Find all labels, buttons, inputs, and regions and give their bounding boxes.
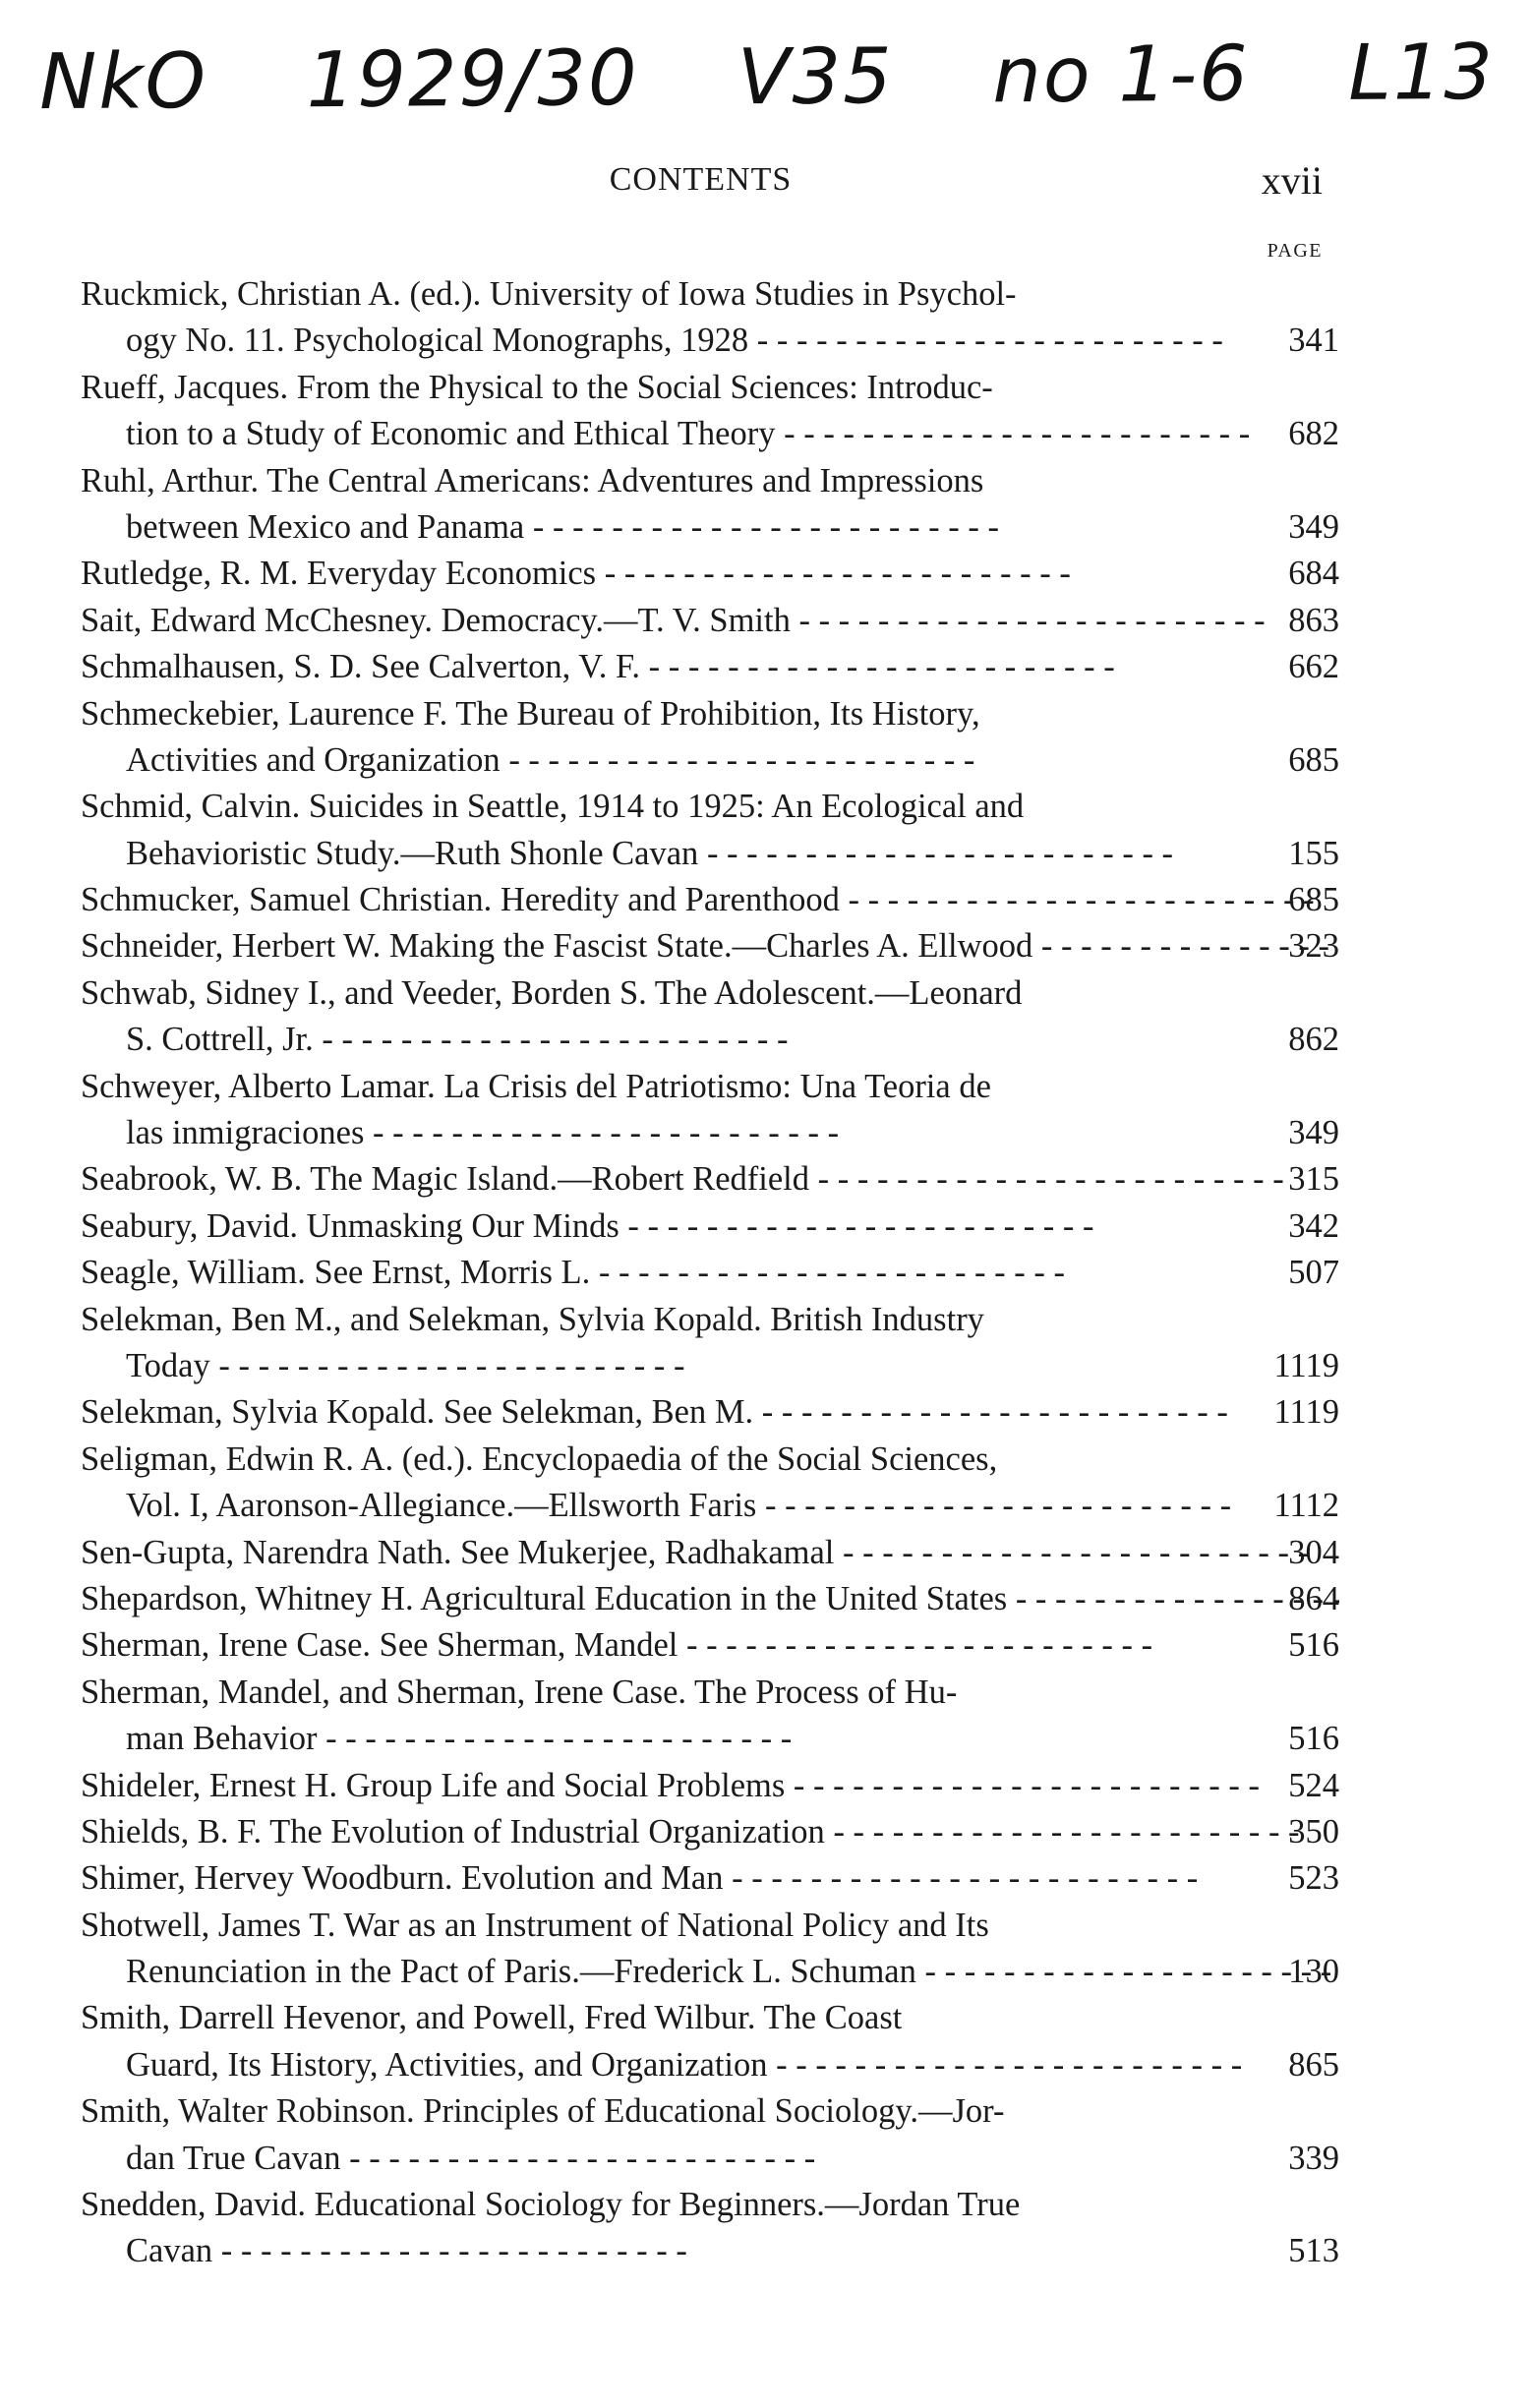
entry-page-number: 1119	[1273, 1393, 1339, 1432]
entry-page-number: 323	[1288, 927, 1339, 966]
entry-page-number: 155	[1288, 834, 1339, 872]
entry-page-number: 130	[1288, 1953, 1339, 1991]
contents-entry	[81, 598, 1339, 644]
contents-entry	[81, 784, 1339, 877]
entry-page-number: 513	[1288, 2232, 1339, 2270]
entry-text: Smith, Darrell Hevenor, and Powell, Fred Wilbur. The Coast	[81, 1999, 903, 2037]
entry-line-with-page	[81, 1343, 1339, 1389]
entry-line-with-page	[81, 318, 1339, 364]
contents-entry	[81, 551, 1339, 597]
entry-line	[81, 1903, 1339, 1949]
entry-line-with-page	[81, 1622, 1339, 1669]
entry-text: las inmigraciones - -	[126, 1114, 839, 1151]
entry-line-with-page	[81, 1949, 1339, 1995]
handwritten-call-number	[39, 9, 1496, 147]
contents-entry	[81, 1995, 1339, 2088]
entry-text: Cavan - -	[126, 2232, 687, 2269]
entry-page-number: 864	[1288, 1579, 1339, 1617]
contents-entry	[81, 970, 1339, 1064]
entry-text: Renunciation in the Pact of Paris.—Frederick L. Schuman - -	[126, 1953, 1339, 1990]
entry-line-with-page	[81, 2136, 1339, 2182]
contents-entry	[81, 1903, 1339, 1996]
entry-page-number: 349	[1288, 507, 1339, 546]
entry-text: Seabrook, W. B. The Magic Island.—Robert Redfield - -	[81, 1160, 1284, 1198]
entry-text: Schmid, Calvin. Suicides in Seattle, 1914 to 1925: An Ecological and	[81, 788, 1025, 826]
entry-line	[81, 784, 1339, 830]
entry-text: man Behavior - -	[126, 1720, 792, 1757]
contents-entry	[81, 1855, 1339, 1902]
entry-line-with-page	[81, 1855, 1339, 1902]
contents-entry	[81, 1204, 1339, 1250]
entry-text: Shields, B. F. The Evolution of Industrial Organization - -	[81, 1813, 1300, 1850]
entry-line-with-page	[81, 1250, 1339, 1296]
entry-line	[81, 458, 1339, 504]
entry-text: Shimer, Hervey Woodburn. Evolution and Man - -	[81, 1859, 1198, 1897]
entry-line-with-page	[81, 877, 1339, 923]
entry-line	[81, 1297, 1339, 1343]
contents-entry	[81, 644, 1339, 690]
entry-page-number: 865	[1288, 2045, 1339, 2084]
entry-page-number: 685	[1288, 881, 1339, 919]
entry-page-number: 862	[1288, 1021, 1339, 1059]
page-number: xvii	[1261, 158, 1323, 203]
entry-text: Sen-Gupta, Narendra Nath. See Mukerjee, Radhakamal - -	[81, 1534, 1309, 1571]
contents-entry	[81, 2182, 1339, 2275]
entry-text: Schmalhausen, S. D. See Calverton, V. F. - -	[81, 648, 1115, 685]
entry-line-with-page	[81, 1576, 1339, 1622]
entry-text: Today - -	[126, 1347, 684, 1384]
entry-text: Selekman, Sylvia Kopald. See Selekman, Ben M. - -	[81, 1393, 1228, 1431]
entry-text: Shotwell, James T. War as an Instrument of National Policy and Its	[81, 1906, 989, 1944]
contents-entry	[81, 1763, 1339, 1809]
entry-text: Shideler, Ernest H. Group Life and Social Problems - -	[81, 1767, 1260, 1804]
entry-text: Sherman, Mandel, and Sherman, Irene Case. The Process of Hu-	[81, 1673, 958, 1711]
entry-text: Seligman, Edwin R. A. (ed.). Encyclopaedia of the Social Sciences,	[81, 1439, 998, 1478]
contents-entry	[81, 1064, 1339, 1157]
entry-line	[81, 1670, 1339, 1716]
contents-list	[81, 271, 1339, 2275]
entry-page-number: 524	[1288, 1766, 1339, 1804]
entry-line-with-page	[81, 1389, 1339, 1436]
entry-line	[81, 271, 1339, 318]
entry-line-with-page	[81, 831, 1339, 877]
entry-page-number: 516	[1288, 1720, 1339, 1758]
contents-entry	[81, 1297, 1339, 1390]
entry-text: Schneider, Herbert W. Making the Fascist State.—Charles A. Ellwood - -	[81, 927, 1339, 965]
entry-text: Behavioristic Study.—Ruth Shonle Cavan - -	[126, 835, 1173, 872]
entry-page-number: 507	[1288, 1254, 1339, 1292]
entry-text: Schmeckebier, Laurence F. The Bureau of Prohibition, Its History,	[81, 694, 980, 733]
entry-line-with-page	[81, 504, 1339, 551]
entry-text: Schweyer, Alberto Lamar. La Crisis del Patriotismo: Una Teoria de	[81, 1067, 991, 1105]
entry-line	[81, 691, 1339, 737]
entry-line-with-page	[81, 1204, 1339, 1250]
entry-line-with-page	[81, 1156, 1339, 1203]
entry-line-with-page	[81, 2042, 1339, 2088]
entry-text: Shepardson, Whitney H. Agricultural Education in the United States - -	[81, 1580, 1339, 1617]
entry-page-number: 350	[1288, 1812, 1339, 1850]
entry-page-number: 662	[1288, 648, 1339, 686]
entry-page-number: 863	[1288, 601, 1339, 639]
entry-text: Guard, Its History, Activities, and Organization - -	[126, 2046, 1242, 2084]
entry-page-number: 1112	[1273, 1487, 1339, 1525]
entry-text: S. Cottrell, Jr. - -	[126, 1021, 788, 1058]
entry-line-with-page	[81, 1017, 1339, 1063]
contents-entry	[81, 271, 1339, 365]
entry-page-number: 1119	[1273, 1346, 1339, 1384]
page-title: CONTENTS	[609, 161, 793, 198]
entry-line-with-page	[81, 737, 1339, 784]
entry-line-with-page	[81, 1110, 1339, 1156]
entry-page-number: 341	[1288, 322, 1339, 360]
handnote-part: L13	[1347, 28, 1496, 118]
contents-entry	[81, 1576, 1339, 1622]
contents-entry	[81, 365, 1339, 458]
entry-page-number: 682	[1288, 415, 1339, 453]
entry-page-number: 523	[1288, 1859, 1339, 1898]
entry-line	[81, 2182, 1339, 2228]
entry-text: Seabury, David. Unmasking Our Minds - -	[81, 1207, 1094, 1245]
page-column-label: PAGE	[1267, 240, 1323, 262]
entry-line	[81, 2088, 1339, 2135]
entry-text: Smith, Walter Robinson. Principles of Educational Sociology.—Jor-	[81, 2092, 1005, 2131]
entry-page-number: 339	[1288, 2139, 1339, 2177]
entry-line-with-page	[81, 598, 1339, 644]
entry-line-with-page	[81, 1809, 1339, 1855]
entry-text: Activities and Organization - -	[126, 741, 974, 779]
entry-text: Snedden, David. Educational Sociology for Beginners.—Jordan True	[81, 2186, 1021, 2224]
entry-line-with-page	[81, 923, 1339, 969]
entry-text: Ruckmick, Christian A. (ed.). University of Iowa Studies in Psychol-	[81, 275, 1017, 313]
entry-text: Schwab, Sidney I., and Veeder, Borden S. The Adolescent.—Leonard	[81, 973, 1023, 1012]
handnote-part: NkO	[38, 36, 208, 128]
contents-entry	[81, 1622, 1339, 1669]
entry-text: Sait, Edward McChesney. Democracy.—T. V. Smith - -	[81, 602, 1266, 639]
entry-text: Rueff, Jacques. From the Physical to the Social Sciences: Introduc-	[81, 368, 993, 406]
entry-line-with-page	[81, 1483, 1339, 1529]
entry-text: Vol. I, Aaronson-Allegiance.—Ellsworth Faris - -	[126, 1487, 1231, 1524]
entry-line	[81, 1995, 1339, 2041]
contents-entry	[81, 2088, 1339, 2182]
entry-line	[81, 1064, 1339, 1110]
entry-text: between Mexico and Panama - -	[126, 508, 999, 546]
entry-text: dan True Cavan - -	[126, 2140, 815, 2177]
entry-text: Rutledge, R. M. Everyday Economics - -	[81, 555, 1071, 592]
handnote-part: no 1-6	[992, 29, 1250, 121]
contents-entry	[81, 1437, 1339, 1530]
entry-line	[81, 365, 1339, 411]
entry-line-with-page	[81, 644, 1339, 690]
entry-line-with-page	[81, 2228, 1339, 2274]
contents-entry	[81, 1250, 1339, 1296]
contents-entry	[81, 1670, 1339, 1763]
entry-line-with-page	[81, 1530, 1339, 1576]
entry-page-number: 342	[1288, 1206, 1339, 1245]
entry-page-number: 304	[1288, 1533, 1339, 1571]
entry-text: Seagle, William. See Ernst, Morris L. - -	[81, 1254, 1065, 1291]
contents-entry	[81, 691, 1339, 785]
entry-page-number: 684	[1288, 555, 1339, 593]
contents-entry	[81, 1156, 1339, 1203]
handnote-part: V35	[737, 32, 895, 123]
entry-line	[81, 970, 1339, 1017]
entry-text: tion to a Study of Economic and Ethical Theory - -	[126, 415, 1250, 452]
contents-entry	[81, 1809, 1339, 1855]
entry-line-with-page	[81, 551, 1339, 597]
entry-line	[81, 1437, 1339, 1483]
entry-text: Sherman, Irene Case. See Sherman, Mandel - -	[81, 1626, 1152, 1664]
handnote-part: 1929/30	[306, 33, 639, 126]
entry-page-number: 315	[1288, 1160, 1339, 1199]
entry-line-with-page	[81, 1763, 1339, 1809]
entry-page-number: 516	[1288, 1626, 1339, 1665]
entry-page-number: 349	[1288, 1114, 1339, 1152]
entry-page-number: 685	[1288, 740, 1339, 779]
entry-text: ogy No. 11. Psychological Monographs, 1928 - -	[126, 322, 1223, 359]
entry-text: Schmucker, Samuel Christian. Heredity and Parenthood - -	[81, 881, 1315, 918]
contents-entry	[81, 1530, 1339, 1576]
entry-line-with-page	[81, 1716, 1339, 1762]
entry-text: Selekman, Ben M., and Selekman, Sylvia Kopald. British Industry	[81, 1300, 984, 1338]
entry-text: Ruhl, Arthur. The Central Americans: Adventures and Impressions	[81, 461, 984, 499]
contents-entry	[81, 1389, 1339, 1436]
page-header	[79, 157, 1323, 216]
contents-entry	[81, 458, 1339, 552]
contents-entry	[81, 877, 1339, 923]
contents-entry	[81, 923, 1339, 969]
entry-line-with-page	[81, 411, 1339, 457]
